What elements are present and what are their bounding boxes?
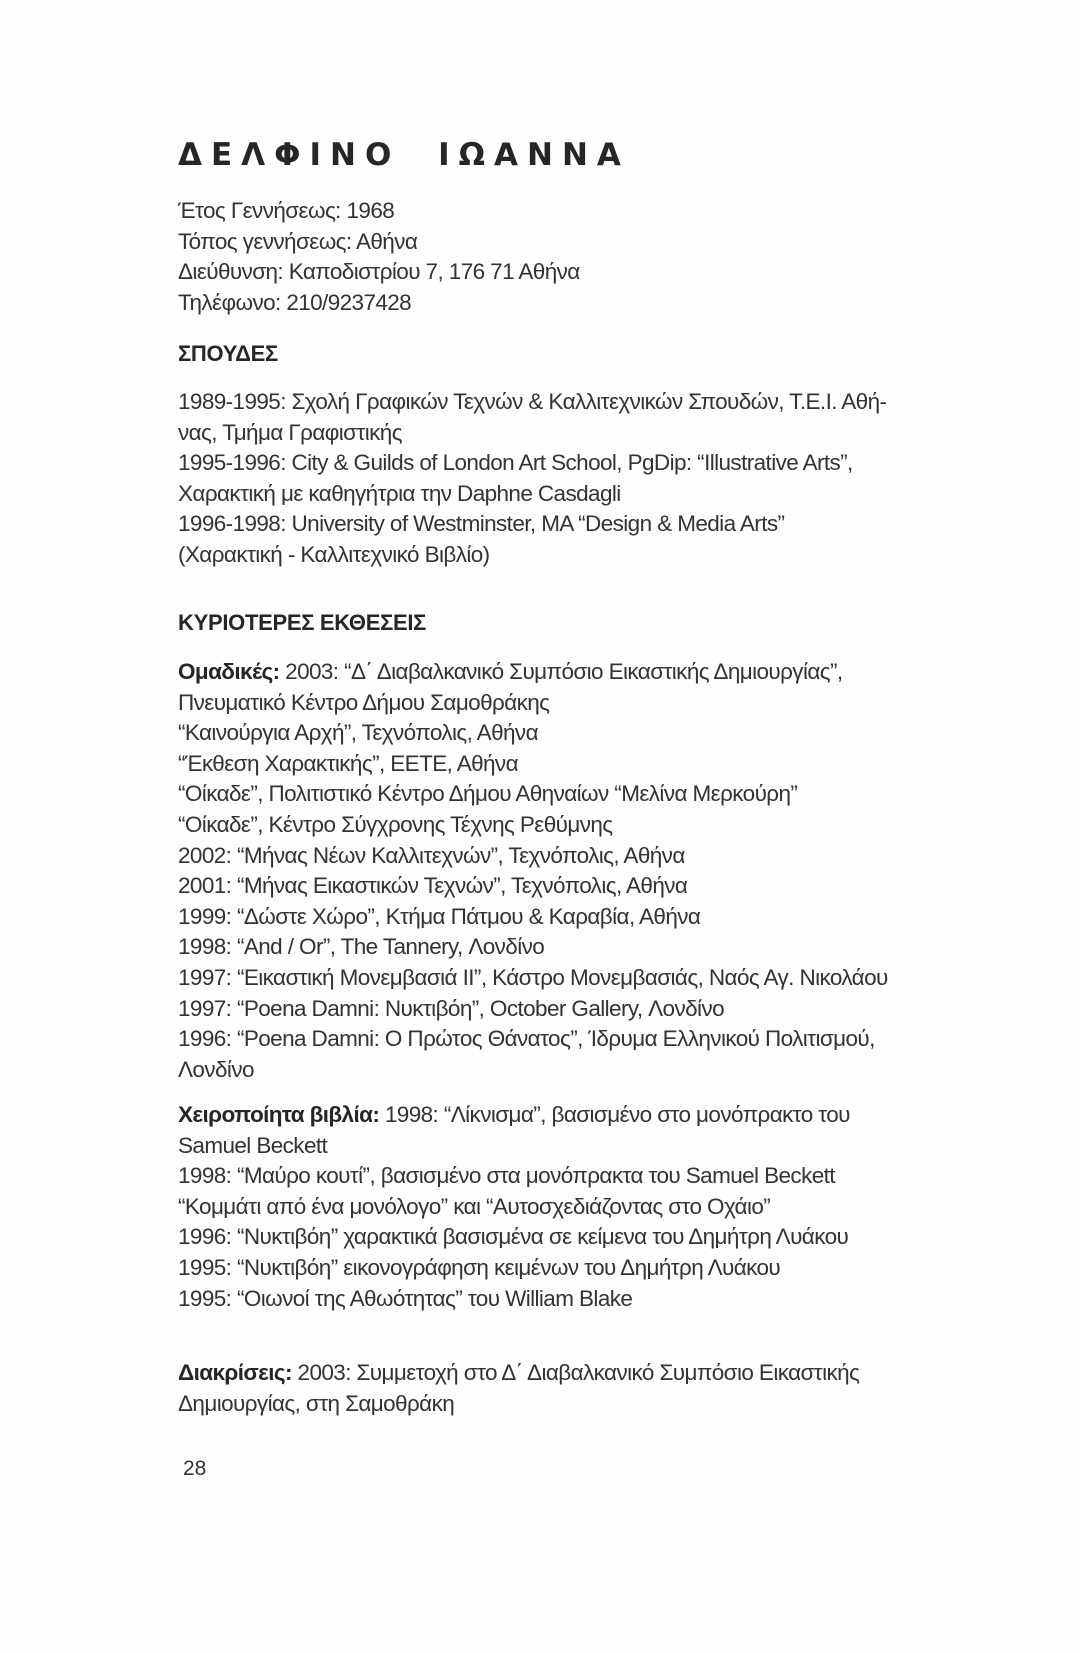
exhibition-line: “Έκθεση Χαρακτικής”, ΕΕΤΕ, Αθήνα <box>178 750 518 776</box>
awards-list <box>178 1358 1008 1419</box>
page-number: 28 <box>183 1457 207 1480</box>
book-line: 1995: “Οιωνοί της Αθωότητας” του William Blake <box>178 1285 633 1311</box>
book-line: 1995: “Νυκτιβόη” εικονογράφηση κειμένων του Δημήτρη Λυάκου <box>178 1254 781 1280</box>
exhibition-line: “Οίκαδε”, Πολιτιστικό Κέντρο Δήμου Αθηναίων “Μελίνα Μερκούρη” <box>178 781 798 807</box>
address: Διεύθυνση: Καποδιστρίου 7, 176 71 Αθήνα <box>178 259 580 285</box>
studies-list <box>178 387 1008 571</box>
exhibition-line: 1998: “And / Or”, The Tannery, Λονδίνο <box>178 934 545 960</box>
exhibition-line: 1996: “Poena Damni: Ο Πρώτος Θάνατος”, Ίδρυμα Ελληνικού Πολιτισμού, <box>178 1026 875 1052</box>
exhibitions-heading: ΚΥΡΙΟΤΕΡΕΣ ΕΚΘΕΣΕΙΣ <box>178 610 427 635</box>
exhibition-line: Πνευματικό Κέντρο Δήμου Σαμοθράκης <box>178 689 550 715</box>
study-line: Χαρακτική με καθηγήτρια την Daphne Casdagli <box>178 480 621 506</box>
personal-info <box>178 196 1008 318</box>
phone: Τηλέφωνο: 210/9237428 <box>178 289 412 315</box>
group-exhibitions-first-line: Ομαδικές: 2003: “Δ΄ Διαβαλκανικό Συμπόσιο Εικαστικής Δημιουργίας”, <box>178 659 843 684</box>
exhibition-line: 1997: “Poena Damni: Νυκτιβόη”, October Gallery, Λονδίνο <box>178 995 725 1021</box>
exhibition-line: Λονδίνο <box>178 1056 254 1082</box>
handmade-books-label: Χειροποίητα βιβλία: <box>178 1102 380 1127</box>
awards-label: Διακρίσεις: <box>178 1360 292 1385</box>
study-line: 1996-1998: University of Westminster, MA “Design & Media Arts” <box>178 511 785 537</box>
exhibition-line: “Καινούργια Αρχή”, Τεχνόπολις, Αθήνα <box>178 720 538 746</box>
book-line: Samuel Beckett <box>178 1132 328 1158</box>
birth-place: Τόπος γεννήσεως: Αθήνα <box>178 228 418 254</box>
exhibitions-list <box>178 657 1008 1085</box>
book-line: “Κομμάτι από ένα μονόλογο” και “Αυτοσχεδιάζοντας στο Οχάιο” <box>178 1193 771 1219</box>
exhibition-line: 2002: “Μήνας Νέων Καλλιτεχνών”, Τεχνόπολις, Αθήνα <box>178 842 685 868</box>
exhibition-line: 1999: “Δώστε Χώρο”, Κτήμα Πάτμου & Καραβία, Αθήνα <box>178 903 701 929</box>
books-first-line: Χειροποίητα βιβλία: 1998: “Λίκνισμα”, βασισμένο στο μονόπρακτο του <box>178 1102 850 1127</box>
exhibition-line: 1997: “Εικαστική Μονεμβασιά ΙΙ”, Κάστρο Μονεμβασιάς, Ναός Αγ. Νικολάου <box>178 964 888 990</box>
book-line: 1998: “Μαύρο κουτί”, βασισμένο στα μονόπρακτα του Samuel Beckett <box>178 1163 835 1189</box>
award-line: Δημιουργίας, στη Σαμοθράκη <box>178 1390 455 1416</box>
awards-first-line: Διακρίσεις: 2003: Συμμετοχή στο Δ΄ Διαβαλκανικό Συμπόσιο Εικαστικής <box>178 1360 860 1385</box>
studies-heading: ΣΠΟΥΔΕΣ <box>178 341 278 366</box>
exhibition-line: “Οίκαδε”, Κέντρο Σύγχρονης Τέχνης Ρεθύμνης <box>178 811 613 837</box>
artist-name: ΔΕΛΦΙΝΟ ΙΩΑΝΝΑ <box>178 137 630 173</box>
study-line: (Χαρακτική - Καλλιτεχνικό Βιβλίο) <box>178 541 490 567</box>
study-line: 1995-1996: City & Guilds of London Art School, PgDip: “Illustrative Arts”, <box>178 450 853 476</box>
birth-year: Έτος Γεννήσεως: 1968 <box>178 198 395 223</box>
study-line: 1989-1995: Σχολή Γραφικών Τεχνών & Καλλιτεχνικών Σπουδών, Τ.Ε.Ι. Αθή- <box>178 389 887 414</box>
handmade-books-list <box>178 1100 1008 1314</box>
book-line: 1996: “Νυκτιβόη” χαρακτικά βασισμένα σε κείμενα του Δημήτρη Λυάκου <box>178 1224 849 1250</box>
exhibition-line: 2001: “Μήνας Εικαστικών Τεχνών”, Τεχνόπολις, Αθήνα <box>178 873 688 899</box>
study-line: νας, Τμήμα Γραφιστικής <box>178 419 402 445</box>
group-exhibitions-label: Ομαδικές: <box>178 659 280 684</box>
